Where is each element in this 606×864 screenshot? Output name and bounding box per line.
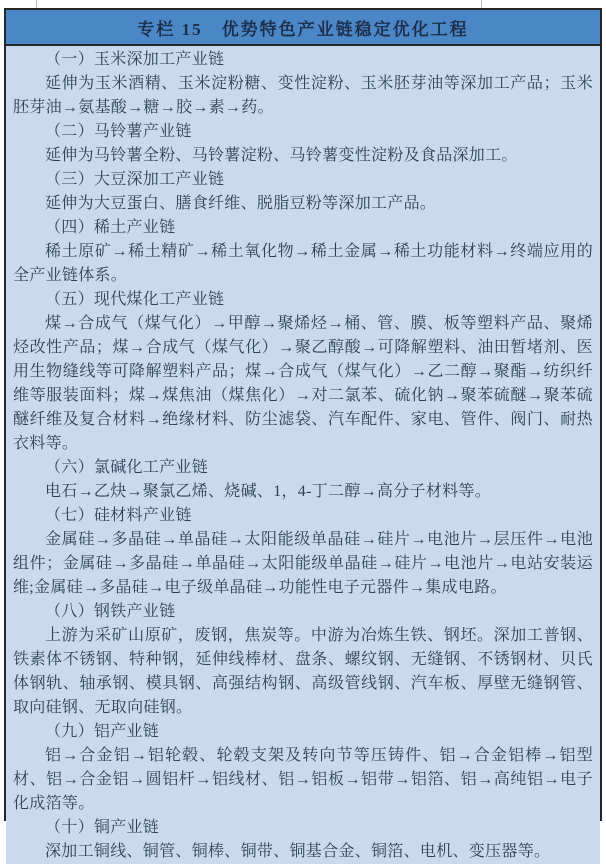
section-body-soybean: 延伸为大豆蛋白、膳食纤维、脱脂豆粉等深加工产品。 bbox=[45, 195, 437, 212]
box-header bbox=[6, 10, 600, 46]
section-body-silicon: 金属硅→多晶硅→单晶硅→太阳能级单晶硅→硅片→电池片→层压件→电池组件；金属硅→多晶硅→单晶硅→太阳能级单晶硅→硅片→电池片→电站安装运维;金属硅→多晶硅→电子级单晶硅→功能性电子元器件→集成电路。 bbox=[13, 531, 593, 596]
section-body-corn: 延伸为玉米酒精、玉米淀粉糖、变性淀粉、玉米胚芽油等深加工产品；玉米胚芽油→氨基酸→糖→胶→素→药。 bbox=[13, 75, 593, 116]
section-body-coal-chemical: 煤→合成气（煤气化）→甲醇→聚烯烃→桶、管、膜、板等塑料产品、聚烯烃改性产品；煤→合成气（煤气化）→聚乙醇酸→可降解塑料、油田暂堵剂、医用生物缝线等可降解塑料产品；煤→合成气（煤气化）→乙二醇→聚酯→纺织纤维等服装面料；煤→煤焦油（煤焦化）→对二氯苯、硫化钠→聚苯硫醚→聚苯硫醚纤维及复合材料→绝缘材料、防尘滤袋、汽车配件、家电、管件、阀门、耐热衣料等。 bbox=[13, 315, 593, 452]
section-body-rare-earth: 稀土原矿→稀土精矿→稀土氧化物→稀土金属→稀土功能材料→终端应用的全产业链体系。 bbox=[13, 243, 593, 284]
section-heading-potato: （二）马铃薯产业链 bbox=[45, 123, 192, 140]
section-body-steel: 上游为采矿山原矿，废钢，焦炭等。中游为冶炼生铁、钢坯。深加工普钢、铁素体不锈钢、特种钢，延伸线棒材、盘条、螺纹钢、无缝钢、不锈钢材、贝氏体钢轨、轴承钢、模具钢、高强结构钢、高级管线钢、汽车板、厚壁无缝钢管、取向硅钢、无取向硅钢。 bbox=[13, 627, 593, 716]
special-column-box bbox=[4, 8, 602, 860]
section-heading-aluminum: （九）铝产业链 bbox=[45, 723, 160, 740]
section-heading-silicon: （七）硅材料产业链 bbox=[45, 507, 192, 524]
box-body bbox=[6, 46, 600, 864]
section-body-aluminum: 铝→合金铝→铝轮毂、轮毂支架及转向节等压铸件、铝→合金铝棒→铝型材、铝→合金铝→圆铝杆→铝线材、铝→铝板→铝带→铝箔、铝→高纯铝→电子化成箔等。 bbox=[13, 747, 593, 812]
page-artifact-line bbox=[481, 0, 482, 8]
section-heading-copper: （十）铜产业链 bbox=[45, 819, 160, 836]
section-body-copper: 深加工铜线、铜管、铜棒、铜带、铜基合金、铜箔、电机、变压器等。 bbox=[45, 843, 551, 860]
section-heading-rare-earth: （四）稀土产业链 bbox=[45, 219, 176, 236]
section-heading-chlor-alkali: （六）氯碱化工产业链 bbox=[45, 459, 209, 476]
section-body-chlor-alkali: 电石→乙炔→聚氯乙烯、烧碱、1，4-丁二醇→高分子材料等。 bbox=[45, 483, 492, 500]
box-title: 专栏 15 优势特色产业链稳定优化工程 bbox=[137, 19, 469, 39]
section-heading-steel: （八）钢铁产业链 bbox=[45, 603, 176, 620]
section-body-potato: 延伸为马铃薯全粉、马铃薯淀粉、马铃薯变性淀粉及食品深加工。 bbox=[45, 147, 518, 164]
section-heading-coal-chemical: （五）现代煤化工产业链 bbox=[45, 291, 225, 308]
section-heading-corn: （一）玉米深加工产业链 bbox=[45, 51, 225, 68]
page-artifact-line bbox=[36, 0, 37, 8]
section-heading-soybean: （三）大豆深加工产业链 bbox=[45, 171, 225, 188]
